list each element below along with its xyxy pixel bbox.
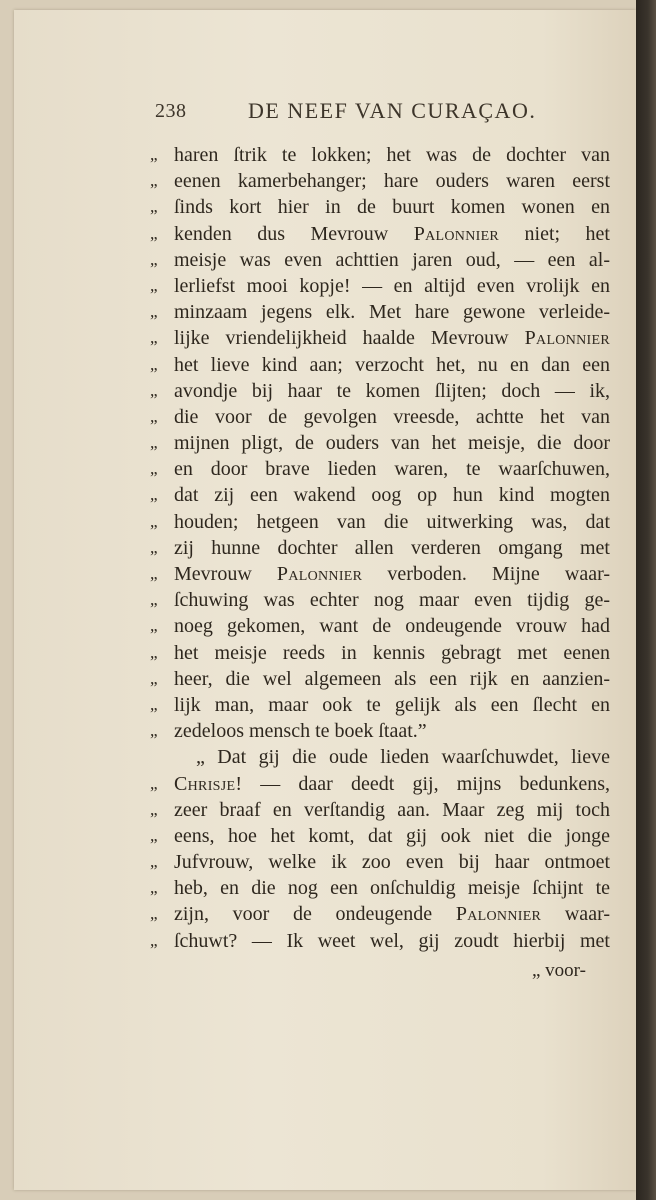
quote-mark: „ <box>150 171 158 191</box>
text-line <box>150 613 610 639</box>
line-text <box>174 875 610 901</box>
text-line <box>150 875 610 901</box>
text-run: dat zij een wakend oog op hun kind mogten <box>174 484 610 507</box>
line-text <box>174 718 610 744</box>
line-text <box>174 901 610 927</box>
text-line <box>150 771 610 797</box>
quote-mark: „ <box>150 904 158 924</box>
text-run: mijnen pligt, de ouders van het meisje, die door <box>174 432 610 455</box>
line-text <box>174 587 610 613</box>
text-run: niet; het <box>499 222 610 245</box>
line-text <box>174 430 610 456</box>
line-text <box>174 482 610 508</box>
quote-mark: „ <box>150 380 158 400</box>
line-text <box>174 535 610 561</box>
text-line <box>150 561 610 587</box>
text-run: noeg gekomen, want de ondeugende vrouw had <box>174 615 610 638</box>
name-small-caps: Palonnier <box>455 903 542 926</box>
quote-mark: „ <box>150 511 158 531</box>
text-line <box>150 247 610 273</box>
quote-mark: „ <box>150 459 158 479</box>
text-run: die voor de gevolgen vreesde, achtte het van <box>174 405 610 428</box>
quote-mark: „ <box>150 721 158 741</box>
line-text <box>174 640 610 666</box>
text-run: zedeloos mensch te boek ſtaat.” <box>174 720 427 743</box>
text-line <box>150 378 610 404</box>
text-run: meisje was even achttien jaren oud, — een al- <box>174 248 610 271</box>
name-small-caps: Palonnier <box>413 222 500 245</box>
text-line <box>150 823 610 849</box>
text-line <box>150 744 610 770</box>
text-run: waar- <box>541 903 610 926</box>
text-run: zijn, voor de ondeugende <box>174 903 456 926</box>
text-run: haren ſtrik te lokken; het was de dochter van <box>174 144 610 166</box>
line-text <box>174 666 610 692</box>
line-text <box>174 142 610 168</box>
quote-mark: „ <box>150 616 158 636</box>
text-run: zeer braaf en verſtandig aan. Maar zeg mij toch <box>174 798 610 821</box>
text-line <box>150 692 610 718</box>
text-run: ſchuwt? — Ik weet wel, gij zoudt hierbij met <box>174 929 610 952</box>
text-line <box>150 221 610 247</box>
line-text <box>174 325 610 351</box>
line-text <box>174 221 610 247</box>
page-header <box>0 96 656 126</box>
line-text <box>174 928 610 954</box>
catchword: „ voor- <box>532 960 586 981</box>
quote-mark: „ <box>150 878 158 898</box>
text-run: lijk man, maar ook te gelijk als een ſlecht en <box>174 693 610 716</box>
line-text <box>174 692 610 718</box>
text-line <box>150 404 610 430</box>
body-text <box>150 142 610 954</box>
line-text <box>174 849 610 875</box>
text-run: ! — daar deedt gij, mijns bedunkens, <box>235 772 610 795</box>
text-line <box>150 509 610 535</box>
text-line <box>150 640 610 666</box>
text-run: eenen kamerbehanger; hare ouders waren eerst <box>174 170 610 193</box>
quote-mark: „ <box>150 590 158 610</box>
text-line <box>150 273 610 299</box>
text-line <box>150 299 610 325</box>
line-text <box>174 247 610 273</box>
line-text <box>174 797 610 823</box>
name-small-caps: Palonnier <box>524 327 610 350</box>
quote-mark: „ <box>150 642 158 662</box>
quote-mark: „ <box>150 302 158 322</box>
text-run: Jufvrouw, welke ik zoo even bij haar ontmoet <box>174 851 610 874</box>
quote-mark: „ <box>150 223 158 243</box>
line-text <box>174 404 610 430</box>
quote-mark: „ <box>150 197 158 217</box>
text-line <box>150 325 610 351</box>
text-run: verboden. Mijne waar- <box>362 563 610 585</box>
text-run: Mevrouw <box>174 563 277 585</box>
text-line <box>150 849 610 875</box>
line-text <box>174 378 610 404</box>
text-line <box>150 194 610 220</box>
text-run: ſchuwing was echter nog maar even tijdig ge- <box>174 589 610 612</box>
quote-mark: „ <box>150 825 158 845</box>
quote-mark: „ <box>150 145 158 164</box>
line-text <box>174 273 610 299</box>
text-line <box>150 535 610 561</box>
line-text <box>196 744 610 770</box>
text-line <box>150 901 610 927</box>
line-text <box>174 561 610 587</box>
quote-mark: „ <box>150 773 158 793</box>
text-line <box>150 352 610 378</box>
text-run: ſinds kort hier in de buurt komen wonen en <box>174 196 610 219</box>
text-line <box>150 430 610 456</box>
quote-mark: „ <box>150 406 158 426</box>
quote-mark: „ <box>150 694 158 714</box>
text-line <box>150 482 610 508</box>
scan-edge <box>636 0 656 1200</box>
line-text <box>174 509 610 535</box>
text-line <box>150 666 610 692</box>
name-small-caps: Chrisje <box>174 772 236 795</box>
quote-mark: „ <box>150 930 158 950</box>
text-run: heb, en die nog een onſchuldig meisje ſchijnt te <box>174 877 610 900</box>
quote-mark: „ <box>150 354 158 374</box>
quote-mark: „ <box>150 485 158 505</box>
line-text <box>174 194 610 220</box>
text-run: lijke vriendelijkheid haalde Mevrouw <box>174 327 525 350</box>
quote-mark: „ <box>150 433 158 453</box>
quote-mark: „ <box>150 564 158 583</box>
text-run: eens, hoe het komt, dat gij ook niet die jonge <box>174 824 610 847</box>
quote-mark: „ <box>150 668 158 688</box>
text-line <box>150 142 610 168</box>
text-line <box>150 718 610 744</box>
quote-mark: „ <box>150 249 158 269</box>
text-run: het lieve kind aan; verzocht het, nu en dan een <box>174 353 610 376</box>
line-text <box>174 299 610 325</box>
quote-mark: „ <box>150 328 158 348</box>
name-small-caps: Palonnier <box>276 563 363 585</box>
text-run: lerliefst mooi kopje! — en altijd even vrolijk en <box>174 274 610 297</box>
line-text <box>174 771 610 797</box>
quote-mark: „ <box>150 537 158 557</box>
text-line <box>150 587 610 613</box>
line-text <box>174 456 610 482</box>
text-run: het meisje reeds in kennis gebragt met eenen <box>174 641 610 664</box>
text-run: zij hunne dochter allen verderen omgang met <box>174 536 610 559</box>
text-run: „ Dat gij die oude lieden waarſchuwdet, lieve <box>196 746 610 769</box>
page-number: 238 <box>155 100 187 122</box>
quote-mark: „ <box>150 275 158 295</box>
quote-mark: „ <box>150 852 158 872</box>
text-run: houden; hetgeen van die uitwerking was, dat <box>174 510 610 533</box>
text-run: avondje bij haar te komen ſlijten; doch — ik, <box>174 379 610 402</box>
text-line <box>150 168 610 194</box>
text-line <box>150 797 610 823</box>
text-line <box>150 928 610 954</box>
text-run: heer, die wel algemeen als een rijk en aanzien- <box>174 667 610 690</box>
quote-mark: „ <box>150 799 158 819</box>
text-run: en door brave lieden waren, te waarſchuwen, <box>174 458 610 481</box>
text-run: kenden dus Mevrouw <box>174 222 414 245</box>
running-title: DE NEEF VAN CURAÇAO. <box>248 98 537 123</box>
line-text <box>174 613 610 639</box>
text-line <box>150 456 610 482</box>
line-text <box>174 168 610 194</box>
line-text <box>174 352 610 378</box>
text-run: minzaam jegens elk. Met hare gewone verleide- <box>174 301 610 324</box>
line-text <box>174 823 610 849</box>
